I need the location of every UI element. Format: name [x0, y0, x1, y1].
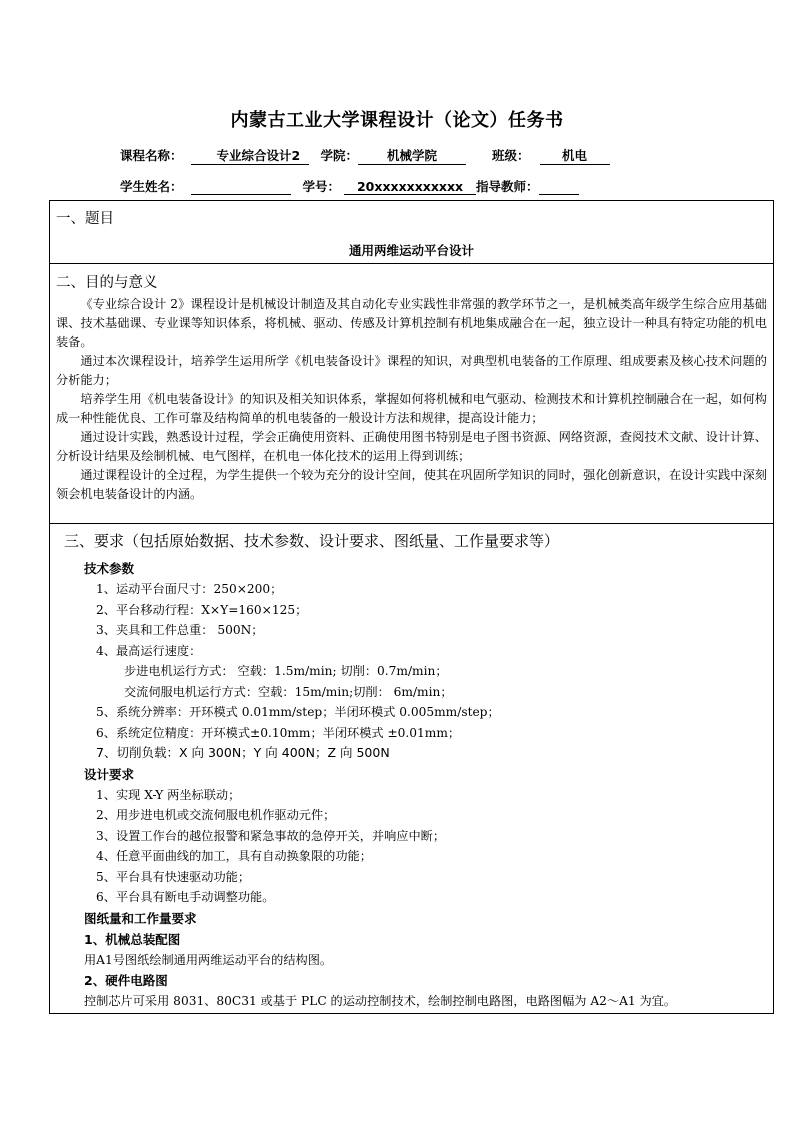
design-req-item: 2、用步进电机或交流伺服电机作驱动元件； [96, 808, 336, 822]
tech-param-item: 1、运动平台面尺寸：250×200； [96, 582, 283, 596]
purpose-paragraph: 《专业综合设计 2》课程设计是机械设计制造及其自动化专业实践性非常强的教学环节之一，是机械类高年级学生综合应用基础课、技术基础课、专业课等知识体系，将机械、驱动、传感及计算机控制有机地集成融合在一起，独立设计一种具有特定功能的机电装备。 [56, 297, 767, 349]
design-req-item: 3、设置工作台的越位报警和紧急事故的急停开关，并响应中断； [96, 828, 446, 843]
id-value: 20xxxxxxxxxxx [344, 179, 476, 195]
tech-param-item: 7、切削负载：X 向 300N；Y 向 400N；Z 向 500N [96, 745, 390, 760]
circuit-drawing-title: 2、硬件电路图 [84, 973, 168, 988]
school-value: 机械学院 [358, 146, 466, 165]
assembly-drawing-title: 1、机械总装配图 [84, 931, 181, 947]
tech-param-item: 步进电机运行方式： 空载：1.5m/min; 切削：0.7m/min； [124, 664, 448, 678]
id-label: 学号： [302, 179, 341, 194]
purpose-paragraph: 通过课程设计的全过程，为学生提供一个较为充分的设计空间，使其在巩固所学知识的同时，强化创新意识，在设计实践中深刻领会机电装备设计的内涵。 [56, 468, 767, 501]
section-purpose [49, 263, 774, 524]
tech-param-item: 交流伺服电机运行方式：空载：15m/min;切削： 6m/min； [124, 684, 453, 699]
course-value: 专业综合设计2 [191, 146, 309, 165]
class-value: 机电 [540, 146, 610, 165]
section-requirements-heading: 三、要求（包括原始数据、技术参数、设计要求、图纸量、工作量要求等） [64, 532, 560, 550]
topic-text: 通用两维运动平台设计 [348, 243, 474, 258]
assembly-drawing-text: 用A1号图纸绘制通用两维运动平台的结构图。 [84, 952, 333, 967]
tech-param-item: 3、夹具和工件总重： 500N； [96, 623, 264, 637]
purpose-paragraph: 通过本次课程设计，培养学生运用所学《机电装备设计》课程的知识，对典型机电装备的工作原理、组成要素及核心技术问题的分析能力； [56, 354, 767, 387]
course-label: 课程名称： [120, 148, 183, 163]
info-line-course [120, 146, 610, 165]
tech-param-item: 6、系统定位精度：开环模式±0.10mm；半闭环模式 ±0.01mm； [96, 725, 461, 740]
student-label: 学生姓名： [120, 179, 183, 194]
tech-params-title: 技术参数 [84, 561, 135, 576]
section-topic [49, 200, 774, 264]
purpose-paragraph: 培养学生用《机电装备设计》的知识及相关知识体系，掌握如何将机械和电气驱动、检测技术和计算机控制融合在一起，如何构成一种性能优良、工作可靠及结构简单的机电装备的一般设计方法和规律，提高设计能力； [56, 392, 767, 425]
section-requirements [49, 523, 774, 1014]
teacher-value [539, 179, 579, 195]
tech-param-item: 2、平台移动行程：X×Y=160×125； [96, 602, 308, 617]
section-purpose-heading: 二、目的与意义 [56, 275, 158, 291]
section-topic-heading: 一、题目 [56, 211, 114, 227]
purpose-paragraph: 通过设计实践，熟悉设计过程，学会正确使用资料、正确使用图书特别是电子图书资源、网络资源，查阅技术文献、设计计算、分析设计结果及绘制机械、电气图样，在机电一体化技术的运用上得到训练； [56, 430, 767, 463]
design-req-item: 1、实现 X-Y 两坐标联动； [96, 787, 241, 802]
drawing-req-title: 图纸量和工作量要求 [84, 910, 197, 926]
class-label: 班级： [492, 148, 530, 163]
circuit-drawing-text: 控制芯片可采用 8031、80C31 或基于 PLC 的运动控制技术，绘制控制电路图，电路图幅为 A2～A1 为宜。 [84, 994, 677, 1008]
tech-params-block [84, 558, 676, 1012]
purpose-body [56, 295, 767, 504]
tech-param-item: 5、系统分辨率：开环模式 0.01mm/step；半闭环模式 0.005mm/step； [96, 705, 500, 719]
document-title: 内蒙古工业大学课程设计（论文）任务书 [230, 110, 564, 131]
design-req-item: 6、平台具有断电手动调整功能。 [96, 890, 275, 904]
design-req-item: 4、任意平面曲线的加工，具有自动换象限的功能； [96, 849, 372, 863]
student-value [191, 179, 291, 195]
school-label: 学院： [320, 148, 359, 163]
design-req-item: 5、平台具有快速驱动功能； [96, 869, 251, 884]
teacher-label: 指导教师： [476, 179, 539, 194]
tech-param-item: 4、最高运行速度： [96, 643, 202, 658]
design-req-title: 设计要求 [84, 766, 135, 782]
info-line-student [120, 177, 579, 195]
